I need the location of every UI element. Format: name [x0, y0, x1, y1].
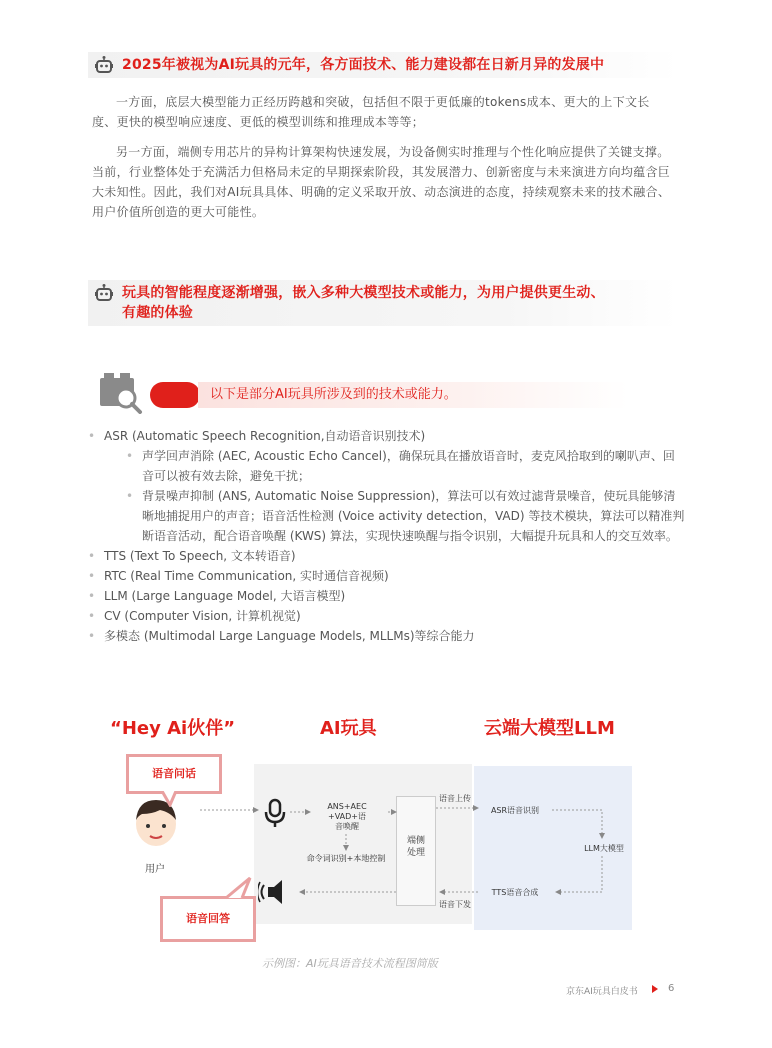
section-heading-1-text: 2025年被视为AI玩具的元年，各方面技术、能力建设都在日新月异的发展中 [122, 57, 605, 73]
bubble-answer-tail [224, 876, 254, 900]
section-heading-2-line2: 有趣的体验 [122, 305, 193, 321]
tts-node: TTS语音合成 [491, 888, 539, 897]
banner-text: 以下是部分AI玩具所涉及到的技术或能力。 [210, 387, 457, 402]
list-item-aec: • 声学回声消除 (AEC, Acoustic Echo Cancel)，确保玩具在播放语音时，麦克风拾取到的喇叭声、回音可以被有效去除，避免干扰； [126, 446, 686, 486]
list-item-asr: • ASR (Automatic Speech Recognition,自动语音识别技术) [88, 426, 708, 446]
list-item-mllm: • 多模态 (Multimodal Large Language Models, MLLMs)等综合能力 [88, 626, 708, 646]
tech-list [88, 426, 708, 646]
list-item-ans: • 背景噪声抑制 (ANS, Automatic Noise Suppression)，算法可以有效过滤背景噪音，使玩具能够清晰地捕捉用户的声音；语音活性检测 (Voice activity detection，VAD) 等技术模块，算法可以精准判断语音活动，配合语音唤醒 (KWS) 算法，实现快速唤醒与指令识别，大幅提升玩具和人的交互效率。 [126, 486, 686, 546]
asr-node: ASR语音识别 [490, 806, 540, 815]
footer-title: 京东AI玩具白皮书 [566, 987, 638, 997]
ans-aec-line2: +VAD+语 [328, 812, 366, 821]
local-control-label: 命令词识别+本地控制 [306, 854, 386, 863]
footer-arrow-icon [652, 985, 658, 993]
diagram-title-user: “Hey Ai伙伴” [110, 718, 236, 739]
magnifier-icon [98, 370, 144, 414]
list-item-tts: • TTS (Text To Speech, 文本转语音) [88, 546, 708, 566]
user-label: 用户 [145, 864, 165, 875]
section-heading-2 [88, 280, 678, 326]
paragraph-2: 另一方面，端侧专用芯片的异构计算架构快速发展，为设备侧实时推理与个性化响应提供了关键支撑。当前，行业整体处于充满活力但格局未定的早期探索阶段，其发展潜力、创新密度与未来演进方向均蕴含巨大未知性。因此，我们对AI玩具具体、明确的定义采取开放、动态演进的态度，持续观察未来的技术融合、用户价值所创造的更大可能性。 [92, 145, 671, 219]
banner-pill [150, 382, 200, 408]
paragraph-1: 一方面，底层大模型能力正经历跨越和突破，包括但不限于更低廉的tokens成本、更大的上下文长度、更快的模型响应速度、更低的模型训练和推理成本等等； [92, 95, 650, 129]
llm-node: LLM大模型 [584, 844, 624, 853]
edge-processing-line1: 端侧 [406, 836, 425, 846]
robot-icon [94, 283, 114, 303]
diagram-title-cloud: 云端大模型LLM [484, 718, 615, 739]
list-item-cv: • CV (Computer Vision, 计算机视觉) [88, 606, 708, 626]
speaker-icon [258, 877, 290, 907]
diagram-caption: 示例图：AI玩具语音技术流程图简版 [262, 957, 438, 970]
diagram-title-toy: AI玩具 [320, 718, 377, 739]
voice-flow-diagram [100, 710, 660, 960]
section-heading-2-line1: 玩具的智能程度逐渐增强，嵌入多种大模型技术或能力，为用户提供更生动、 [122, 285, 605, 301]
ans-aec-line1: ANS+AEC [327, 802, 367, 811]
edge-processing-line2: 处理 [406, 848, 425, 858]
list-item-llm: • LLM (Large Language Model, 大语言模型) [88, 586, 708, 606]
section-heading-1 [88, 52, 678, 78]
tech-banner [98, 370, 678, 416]
ans-aec-line3: 音唤醒 [335, 822, 359, 831]
microphone-icon [264, 798, 286, 828]
bubble-answer: 语音回答 [160, 896, 256, 942]
robot-icon [94, 55, 114, 75]
bubble-ask-tail [160, 791, 180, 807]
upload-label: 语音上传 [439, 794, 471, 803]
bubble-ask: 语音问话 [126, 754, 222, 794]
download-label: 语音下发 [439, 900, 471, 909]
list-item-rtc: • RTC (Real Time Communication, 实时通信音视频) [88, 566, 708, 586]
page-number: 6 [668, 983, 675, 994]
